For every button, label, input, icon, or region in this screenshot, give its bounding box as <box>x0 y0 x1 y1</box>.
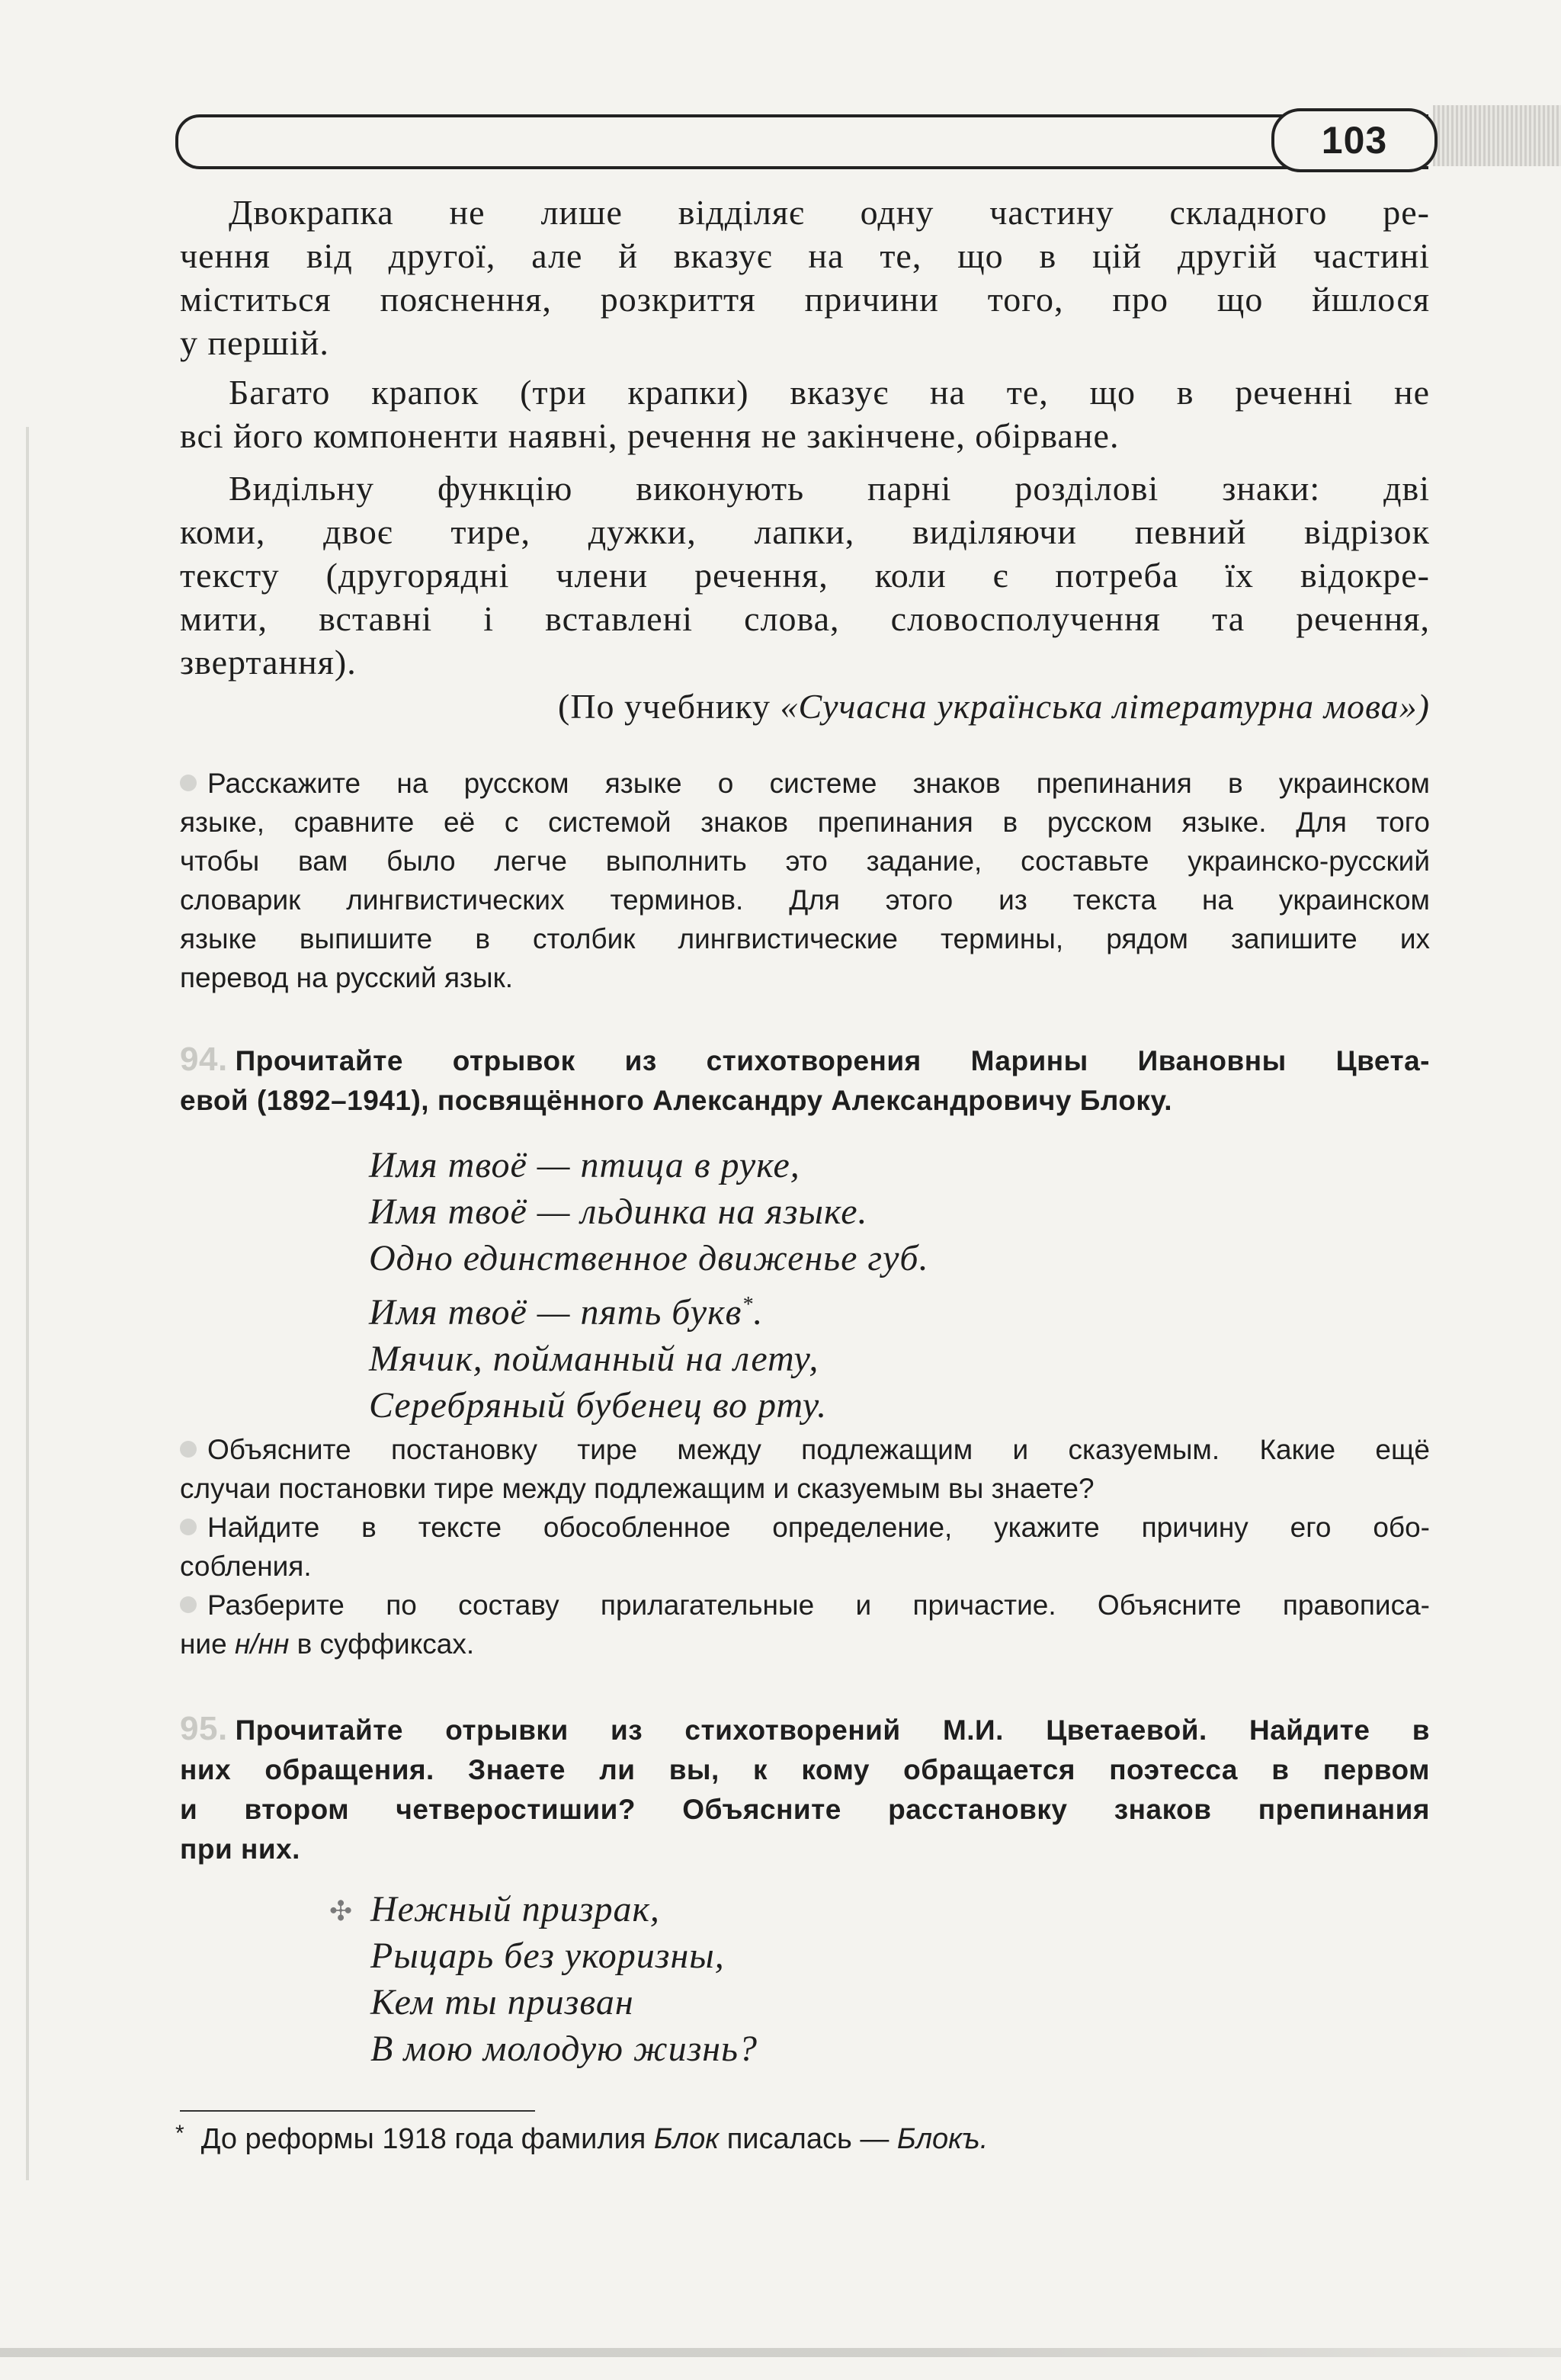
text-line: чення від другої, але й вказує на те, що в цій другій частині <box>180 236 1430 275</box>
exercise-94-heading <box>180 1040 1430 1121</box>
text-line: у першій. <box>180 323 329 362</box>
task-line: языке выпишите в столбик лингвистические термины, рядом запишите их <box>180 923 1430 954</box>
header-edge-texture <box>1433 105 1561 166</box>
bullet-icon <box>180 775 197 791</box>
page-bottom-edge <box>0 2348 1561 2357</box>
heading-line: евой (1892–1941), посвящённого Александру Александровичу Блоку. <box>180 1085 1173 1116</box>
header-bar <box>175 114 1428 169</box>
task-line: собления. <box>180 1551 312 1582</box>
poem-line: Серебряный бубенец во рту. <box>369 1385 828 1426</box>
task-line: языке, сравните её с системой знаков препинания в русском языке. Для того <box>180 807 1430 838</box>
bullet-icon <box>180 1441 197 1458</box>
text-line: мити, вставні і вставлені слова, словосполучення та речення, <box>180 599 1430 638</box>
task-line: Разберите по составу прилагательные и причастие. Объясните правописа- <box>180 1586 1430 1625</box>
task-line: Расскажите на русском языке о системе знаков препинания в украинском <box>180 764 1430 803</box>
footnote-star: * <box>175 2121 184 2146</box>
task-line: случаи постановки тире между подлежащим и сказуемым вы знаете? <box>180 1473 1095 1504</box>
source-prefix: (По учебнику <box>558 687 780 726</box>
text-line: коми, двоє тире, дужки, лапки, виділяючи певний відрізок <box>180 512 1430 551</box>
text-line: Багато крапок (три крапки) вказує на те, що в реченні не <box>229 373 1430 412</box>
page-left-edge <box>26 427 29 2180</box>
poem-line: Рыцарь без укоризны, <box>370 1936 725 1976</box>
bullet-icon <box>180 1519 197 1535</box>
poem-line: Имя твоё — пять букв*. <box>369 1292 764 1333</box>
page-number: 103 <box>1271 108 1438 172</box>
task-line: чтобы вам было легче выполнить это задание, составьте украинско-русский <box>180 845 1430 877</box>
text-line: Видільну функцію виконують парні розділові знаки: дві <box>229 469 1430 508</box>
poem-line: В мою молодую жизнь? <box>370 2029 758 2069</box>
heading-line: 94. Прочитайте отрывок из стихотворения Марины Ивановны Цвета- <box>180 1041 1430 1078</box>
ornament-icon: ✣ <box>329 1896 353 1927</box>
task-line: словарик лингвистических терминов. Для этого из текста на украинском <box>180 884 1430 916</box>
poem-line: Имя твоё — льдинка на языке. <box>369 1192 868 1232</box>
poem-line: Нежный призрак, <box>370 1889 660 1929</box>
bullet-icon <box>180 1596 197 1613</box>
heading-line: и втором четверостишии? Объясните расстановку знаков препинания <box>180 1794 1430 1825</box>
poem-tsvetaeva-2 <box>370 1886 758 2072</box>
task-morpheme-analysis <box>180 1586 1430 1663</box>
text-line: звертання). <box>180 643 357 682</box>
exercise-number: 95. <box>180 1710 228 1747</box>
task-line: ние н/нн в суффиксах. <box>180 1628 475 1660</box>
task-tell-in-russian <box>180 764 1430 997</box>
heading-line: при них. <box>180 1833 300 1865</box>
text-line: міститься пояснення, розкриття причини того, про що йшлося <box>180 280 1430 319</box>
text-line: Двокрапка не лише відділяє одну частину складного ре- <box>229 193 1430 232</box>
task-line: Найдите в тексте обособленное определение, укажите причину его обо- <box>180 1508 1430 1547</box>
exercise-95-heading <box>180 1709 1430 1869</box>
poem-line: Кем ты призван <box>370 1982 634 2022</box>
heading-line: них обращения. Знаете ли вы, к кому обращается поэтесса в первом <box>180 1754 1430 1785</box>
task-line: перевод на русский язык. <box>180 962 514 993</box>
task-dash-explanation <box>180 1430 1430 1508</box>
heading-line: 95. Прочитайте отрывки из стихотворений М.И. Цветаевой. Найдите в <box>180 1710 1430 1747</box>
exercise-number: 94. <box>180 1041 228 1078</box>
poem-line: Имя твоё — птица в руке, <box>369 1145 800 1185</box>
text-line: всі його компоненти наявні, речення не закінчене, обірване. <box>180 416 1120 455</box>
poem-line: Одно единственное движенье губ. <box>369 1238 929 1278</box>
task-line: Объясните постановку тире между подлежащим и сказуемым. Какие ещё <box>180 1430 1430 1469</box>
poem-tsvetaeva-1 <box>369 1142 929 1429</box>
text-line: тексту (другорядні члени речення, коли є потреба їх відокре- <box>180 556 1430 595</box>
footnote-marker: * <box>742 1293 754 1317</box>
source-citation <box>180 685 1430 728</box>
paragraph-paired-marks <box>180 467 1430 684</box>
task-isolated-definition <box>180 1508 1430 1586</box>
footnote-rule <box>180 2110 535 2112</box>
source-title: «Сучасна українська літературна мова») <box>780 687 1430 726</box>
paragraph-ellipsis <box>180 370 1430 457</box>
footnote: * До реформы 1918 года фамилия Блок писалась — Блокъ. <box>175 2121 989 2155</box>
poem-line: Мячик, пойманный на лету, <box>369 1339 819 1379</box>
paragraph-colon <box>180 191 1430 364</box>
